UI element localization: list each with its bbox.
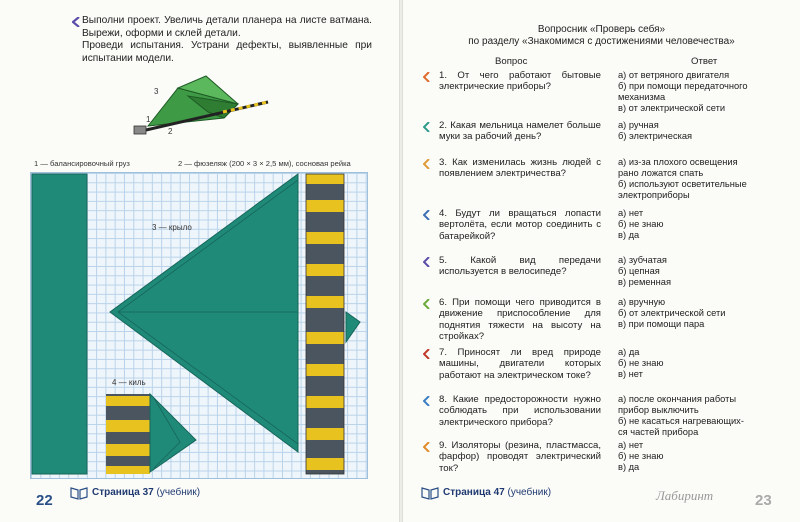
watermark-logo: Лабиринт <box>656 488 714 503</box>
page-number-left: 22 <box>36 492 53 509</box>
answer-options <box>618 394 790 438</box>
answer-option: механизма <box>618 91 666 102</box>
caption-ballast: 1 — балансировочный груз <box>34 159 130 168</box>
answer-option: б) при помощи передаточного <box>618 80 748 91</box>
instruction-2: Проведи испытания. Устрани дефекты, выявленные при испытании модели. <box>82 40 372 64</box>
chevron-left-icon <box>72 17 80 27</box>
question-chevron-icon <box>423 299 430 309</box>
question-text: 9. Изоляторы (резина, пластмасса, фарфор) проводят электрический ток? <box>439 440 601 474</box>
answer-option: в) нет <box>618 368 643 379</box>
answer-options <box>618 347 790 380</box>
instruction-1: Выполни проект. Увеличь детали планера на листе ватмана. Вырежи, оформи и склей детали. <box>82 15 372 39</box>
answer-options <box>618 120 790 142</box>
answer-option: рано ложатся спать <box>618 167 704 178</box>
answer-option: в) ременная <box>618 276 671 287</box>
answer-option: прибор выключить <box>618 404 699 415</box>
page-ref-number: 47 <box>493 487 505 498</box>
answer-option: б) электрическая <box>618 130 693 141</box>
question-chevron-icon <box>423 122 430 132</box>
label-keel: 4 — киль <box>112 378 146 387</box>
answer-options <box>618 70 790 114</box>
question-text: 4. Будут ли вращаться лопасти вертолёта, если мотор соединить с батарейкой? <box>439 208 601 242</box>
question-text: 5. Какой вид передачи используется в велосипеде? <box>439 255 601 278</box>
caption-fuselage: 2 — фюзеляж (200 × 3 × 2,5 мм), сосновая рейка <box>178 159 351 168</box>
question-chevron-icon <box>423 396 430 406</box>
question-chevron-icon <box>423 442 430 452</box>
callout-2: 2 <box>168 127 173 136</box>
question-chevron-icon <box>423 349 430 359</box>
column-header-answer: Ответ <box>691 56 718 67</box>
textbook-reference-left <box>92 487 200 498</box>
page-ref-suffix: (учебник) <box>156 487 201 498</box>
answer-option: ся частей прибора <box>618 426 699 437</box>
answer-option: б) не знаю <box>618 450 664 461</box>
page-number-right: 23 <box>755 492 772 509</box>
page-ref-word: Страница <box>443 487 491 498</box>
question-text: 3. Как изменилась жизнь людей с появлением электричества? <box>439 157 601 180</box>
book-icon <box>70 486 88 500</box>
page-ref-number: 37 <box>142 487 154 498</box>
answer-option: а) после окончания работы <box>618 394 737 404</box>
answer-options <box>618 255 790 288</box>
quiz-subtitle: по разделу «Знакомимся с достижениями человечества» <box>468 36 735 47</box>
answer-options <box>618 157 790 201</box>
project-instructions <box>82 15 372 65</box>
glider-pattern <box>30 172 366 477</box>
page-ref-suffix: (учебник) <box>507 487 552 498</box>
answer-option: а) да <box>618 347 640 357</box>
answer-option: а) вручную <box>618 297 666 307</box>
answer-option: б) не знаю <box>618 218 664 229</box>
answer-option: а) от ветряного двигателя <box>618 70 730 80</box>
answer-options <box>618 208 790 241</box>
answer-option: в) да <box>618 229 640 240</box>
answer-options <box>618 297 790 330</box>
answer-options <box>618 440 790 473</box>
textbook-reference-right <box>443 487 551 498</box>
answer-option: а) зубчатая <box>618 255 667 265</box>
answer-option: б) от электрической сети <box>618 307 726 318</box>
question-chevron-icon <box>423 257 430 267</box>
question-chevron-icon <box>423 159 430 169</box>
question-text: 7. Приносят ли вред природе машины, двигатели которых работают на электрическом токе? <box>439 347 601 381</box>
question-chevron-icon <box>423 72 430 82</box>
answer-option: а) ручная <box>618 120 659 130</box>
callout-3: 3 <box>154 87 159 96</box>
answer-option: в) да <box>618 461 640 472</box>
answer-option: а) нет <box>618 208 644 218</box>
question-chevron-icon <box>423 210 430 220</box>
book-icon <box>421 486 439 500</box>
answer-option: б) не знаю <box>618 357 664 368</box>
question-text: 6. При помощи чего приводится в движение приспособление для поднятия тяжести на высоту на стройках? <box>439 297 601 343</box>
answer-option: б) цепная <box>618 265 660 276</box>
answer-option: б) не касаться нагревающих- <box>618 415 744 426</box>
answer-option: в) от электрической сети <box>618 102 726 113</box>
question-text: 8. Какие предосторожности нужно соблюдать при использовании электрического прибора? <box>439 394 601 428</box>
page-ref-word: Страница <box>92 487 140 498</box>
right-page <box>403 0 800 522</box>
answer-option: в) при помощи пара <box>618 318 705 329</box>
column-header-question: Вопрос <box>495 56 528 67</box>
callout-1: 1 <box>146 115 151 124</box>
answer-option: б) используют осветительные <box>618 178 747 189</box>
answer-option: а) нет <box>618 440 644 450</box>
answer-option: а) из-за плохого освещения <box>618 157 738 167</box>
question-text: 1. От чего работают бытовые электрические приборы? <box>439 70 601 93</box>
label-wing: 3 — крыло <box>152 223 192 232</box>
quiz-title: Вопросник «Проверь себя» <box>537 24 666 35</box>
question-text: 2. Какая мельница намелет больше муки за рабочий день? <box>439 120 601 143</box>
answer-option: электроприборы <box>618 189 690 200</box>
glider-illustration <box>128 74 278 144</box>
